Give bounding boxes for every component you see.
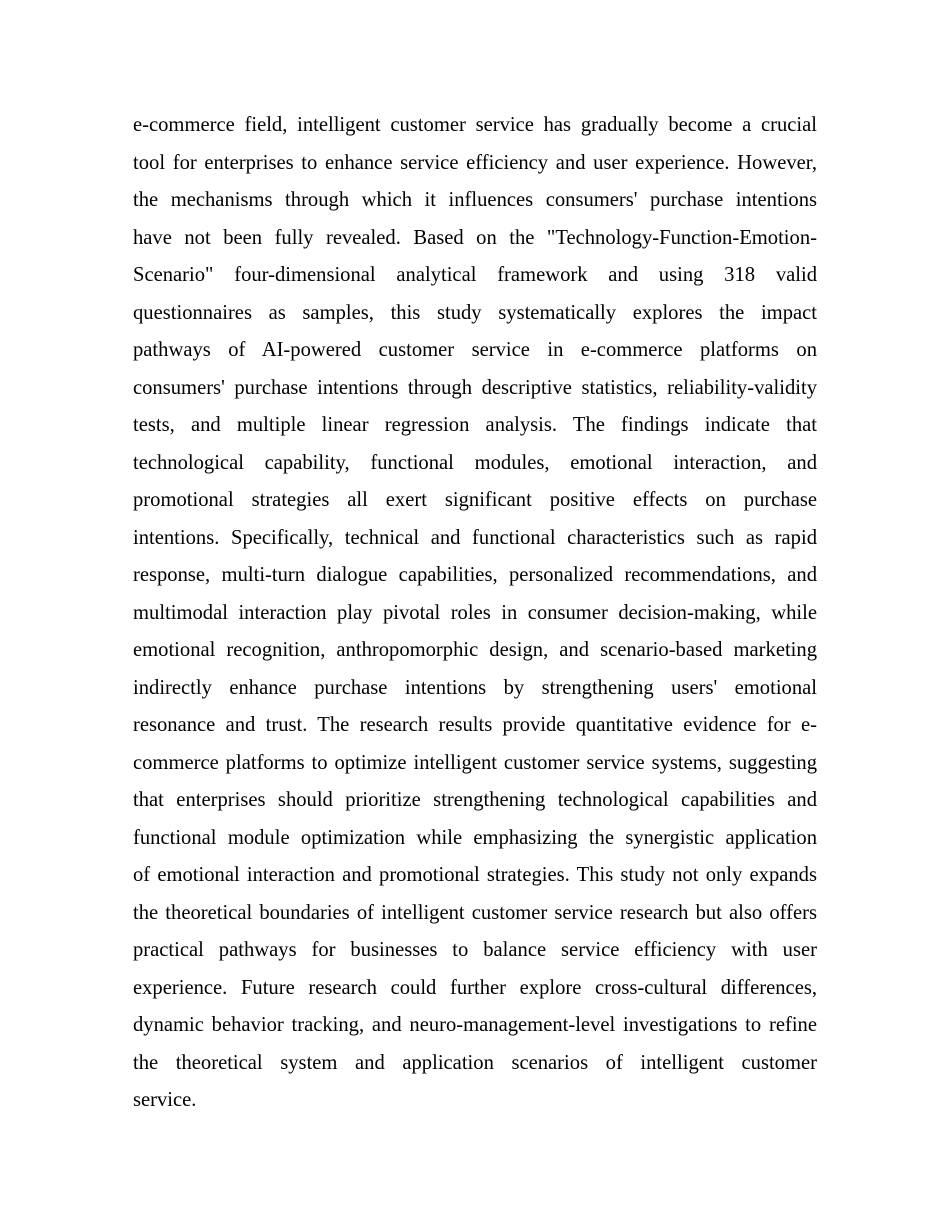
text-line: tool for enterprises to enhance service efficiency and user experience. However, <box>133 151 817 174</box>
text-line: the theoretical system and application scenarios of intelligent customer <box>133 1051 817 1074</box>
text-line: experience. Future research could further explore cross-cultural differences, <box>133 976 817 999</box>
text-line: of emotional interaction and promotional strategies. This study not only expands <box>133 864 817 886</box>
text-line: promotional strategies all exert significant positive effects on purchase <box>133 489 817 511</box>
text-line: pathways of AI-powered customer service in e-commerce platforms on <box>133 339 817 361</box>
text-line: the theoretical boundaries of intelligent customer service research but also offers <box>133 901 817 924</box>
text-line: e-commerce field, intelligent customer service has gradually become a crucial <box>133 114 817 136</box>
text-line: resonance and trust. The research results provide quantitative evidence for e- <box>133 714 817 736</box>
text-line: emotional recognition, anthropomorphic design, and scenario-based marketing <box>133 639 817 661</box>
text-line: functional module optimization while emphasizing the synergistic application <box>133 826 817 849</box>
text-line: dynamic behavior tracking, and neuro-management-level investigations to refine <box>133 1014 817 1036</box>
text-line: consumers' purchase intentions through descriptive statistics, reliability-validity <box>133 376 817 399</box>
text-line: indirectly enhance purchase intentions by strengthening users' emotional <box>133 676 817 699</box>
text-line: multimodal interaction play pivotal roles in consumer decision-making, while <box>133 601 817 624</box>
text-line: the mechanisms through which it influences consumers' purchase intentions <box>133 189 817 211</box>
text-line: response, multi-turn dialogue capabilities, personalized recommendations, and <box>133 564 817 586</box>
text-line: intentions. Specifically, technical and functional characteristics such as rapid <box>133 526 817 549</box>
text-line: questionnaires as samples, this study systematically explores the impact <box>133 301 817 324</box>
abstract-paragraph <box>133 107 817 1120</box>
text-line: that enterprises should prioritize strengthening technological capabilities and <box>133 789 817 811</box>
text-line-last: service. <box>133 1089 197 1111</box>
text-line: technological capability, functional modules, emotional interaction, and <box>133 451 817 474</box>
text-line: tests, and multiple linear regression analysis. The findings indicate that <box>133 414 817 436</box>
text-line: practical pathways for businesses to balance service efficiency with user <box>133 939 817 961</box>
text-line: commerce platforms to optimize intelligent customer service systems, suggesting <box>133 751 817 774</box>
text-line: have not been fully revealed. Based on the "Technology-Function-Emotion- <box>133 226 817 249</box>
text-line: Scenario" four-dimensional analytical framework and using 318 valid <box>133 264 817 286</box>
